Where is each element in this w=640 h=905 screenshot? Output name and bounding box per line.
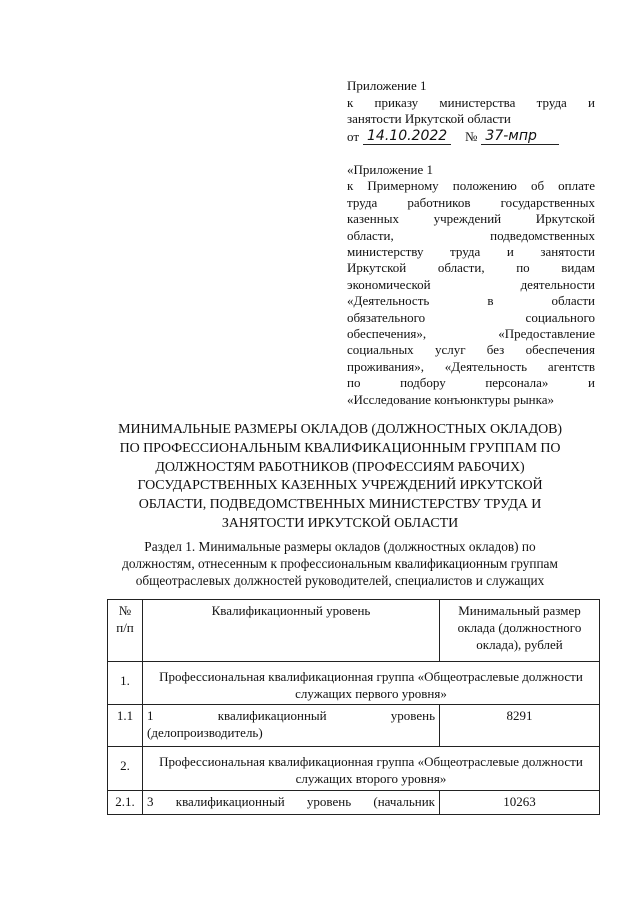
handwritten-date: 14.10.2022 xyxy=(363,129,451,145)
appendix-order-line: к приказу министерства труда и xyxy=(347,94,595,110)
appendix-ref-line: проживания», «Деятельность агентств xyxy=(347,358,595,374)
appendix-reference-block xyxy=(347,162,595,408)
appendix-ref-line: обязательного социального xyxy=(347,309,595,325)
appendix-ref-line: экономической деятельности xyxy=(347,276,595,292)
group-title: Профессиональная квалификационная группа «Общеотраслевые должности служащих второго уровня» xyxy=(143,747,600,791)
section-line: Раздел 1. Минимальные размеры окладов (должностных окладов) по xyxy=(144,539,536,554)
row-salary: 8291 xyxy=(440,705,600,747)
table-row-group xyxy=(108,662,600,705)
title-line: ОБЛАСТИ, ПОДВЕДОМСТВЕННЫХ МИНИСТЕРСТВУ ТРУДА И xyxy=(138,497,542,513)
row-salary: 10263 xyxy=(440,791,600,815)
document-title xyxy=(95,421,585,534)
row-level-line: (делопроизводитель) xyxy=(147,725,263,740)
row-level-line: 1 квалификационный уровень xyxy=(147,708,435,723)
row-num: 1. xyxy=(108,662,143,705)
section-heading xyxy=(70,538,610,589)
section-line: общеотраслевых должностей руководителей, специалистов и служащих xyxy=(135,573,545,588)
appendix-title: Приложение 1 xyxy=(347,78,427,93)
title-line: ДОЛЖНОСТЯМ РАБОТНИКОВ (ПРОФЕССИЯМ РАБОЧИХ) xyxy=(155,459,525,475)
title-line: ЗАНЯТОСТИ ИРКУТСКОЙ ОБЛАСТИ xyxy=(221,515,459,531)
appendix-ref-line: по подбору персонала» и xyxy=(347,375,595,391)
table-row xyxy=(108,791,600,815)
appendix-ref-line: обеспечения», «Предоставление xyxy=(347,326,595,342)
appendix-ref-line: социальных услуг без обеспечения xyxy=(347,342,595,358)
appendix-ref-line: Иркутской области, по видам xyxy=(347,260,595,276)
table-row-group xyxy=(108,747,600,791)
appendix-date-number-row xyxy=(347,129,595,146)
appendix-ref-line: «Деятельность в области xyxy=(347,293,595,309)
row-level xyxy=(143,705,440,747)
row-num: 1.1 xyxy=(108,705,143,747)
appendix-ref-line: казенных учреждений Иркутской xyxy=(347,211,595,227)
row-level-line: 3 квалификационный уровень (начальник xyxy=(147,794,435,809)
appendix-ref-line: к Примерному положению об оплате xyxy=(347,178,595,194)
row-level xyxy=(143,791,440,815)
appendix-ref-line: труда работников государственных xyxy=(347,194,595,210)
appendix-ref-line: «Исследование конъюнктуры рынка» xyxy=(347,391,555,407)
appendix-ministry-line: занятости Иркутской области xyxy=(347,111,511,126)
table-row xyxy=(108,705,600,747)
handwritten-number: 37-мпр xyxy=(481,129,559,145)
section-line: должностям, отнесенным к профессиональным квалификационным группам xyxy=(122,556,558,571)
header-num: № п/п xyxy=(108,600,143,662)
row-num: 2.1. xyxy=(108,791,143,815)
title-line: ГОСУДАРСТВЕННЫХ КАЗЕННЫХ УЧРЕЖДЕНИЙ ИРКУТСКОЙ xyxy=(137,478,543,494)
title-line: ПО ПРОФЕССИОНАЛЬНЫМ КВАЛИФИКАЦИОННЫМ ГРУППАМ ПО xyxy=(119,440,561,456)
title-line: МИНИМАЛЬНЫЕ РАЗМЕРЫ ОКЛАДОВ (ДОЛЖНОСТНЫХ ОКЛАДОВ) xyxy=(118,422,562,437)
appendix-header xyxy=(347,78,595,145)
appendix-ref-line: области, подведомственных xyxy=(347,227,595,243)
number-label: № xyxy=(465,128,478,144)
salary-table xyxy=(107,599,600,815)
group-title: Профессиональная квалификационная группа «Общеотраслевые должности служащих первого уровня» xyxy=(143,662,600,705)
table-header-row xyxy=(108,600,600,662)
from-label: от xyxy=(347,128,360,144)
appendix-ref-line: «Приложение 1 xyxy=(347,162,434,177)
header-level: Квалификационный уровень xyxy=(143,600,440,662)
appendix-ref-line: министерству труда и занятости xyxy=(347,244,595,260)
row-num: 2. xyxy=(108,747,143,791)
header-salary: Минимальный размер оклада (должностного оклада), рублей xyxy=(440,600,600,662)
